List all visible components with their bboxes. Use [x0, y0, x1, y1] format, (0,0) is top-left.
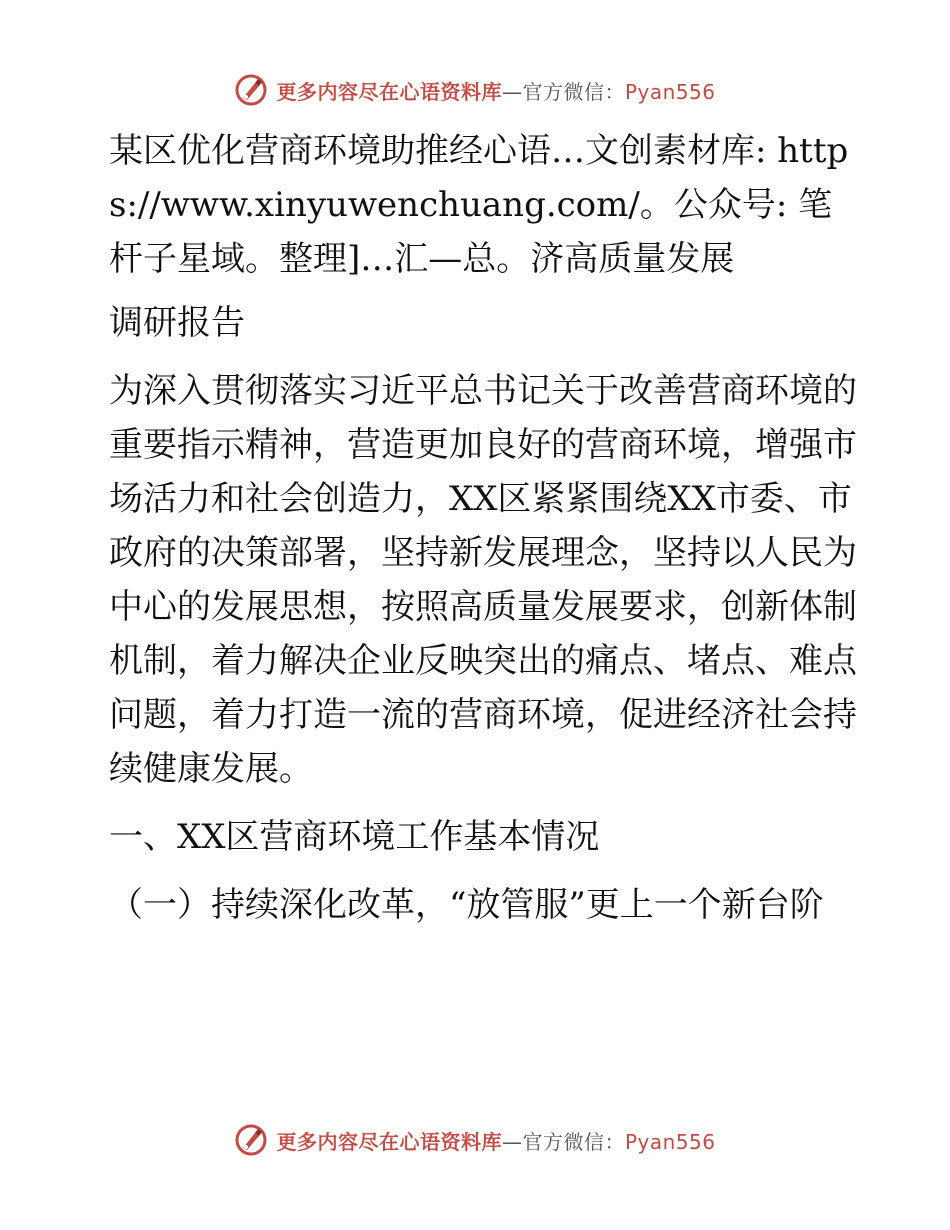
watermark-label: 官方微信： [522, 79, 625, 104]
watermark-wechat-id: Pyan556 [624, 79, 716, 104]
watermark-separator: — [501, 79, 523, 104]
watermark-banner-bottom [0, 1120, 950, 1160]
watermark-banner-top [0, 70, 950, 110]
watermark-wechat-id: Pyan556 [624, 1129, 716, 1154]
document-title-line: 某区优化营商环境助推经心语…文创素材库: https://www.xinyuwenchuang.com/。公众号: 笔杆子星域。整理]…汇—总。济高质量发展 [109, 131, 849, 279]
watermark-separator: — [501, 1129, 523, 1154]
intro-paragraph: 为深入贯彻落实习近平总书记关于改善营商环境的重要指示精神，营造更加良好的营商环境，增强市场活力和社会创造力，XX区紧紧围绕XX市委、市政府的决策部署，坚持新发展理念，坚持以人民为中心的发展思想，按照高质量发展要求，创新体制机制，着力解决企业反映突出的痛点、堵点、难点问题，着力打造一流的营商环境，促进经济社会持续健康发展。 [109, 371, 857, 789]
pen-logo-icon [234, 1123, 268, 1157]
pen-logo-icon [234, 73, 268, 107]
section-heading-1: 一、XX区营商环境工作基本情况 [109, 817, 600, 857]
watermark-text [276, 76, 715, 105]
section-heading-1-1: （一）持续深化改革，“放管服”更上一个新台阶 [109, 885, 824, 925]
watermark-label: 官方微信： [522, 1129, 625, 1154]
watermark-prefix: 更多内容尽在心语资料库 [276, 79, 502, 104]
watermark-prefix: 更多内容尽在心语资料库 [276, 1129, 502, 1154]
document-subtitle: 调研报告 [109, 303, 245, 343]
watermark-text [276, 1126, 715, 1155]
document-body [97, 124, 857, 946]
